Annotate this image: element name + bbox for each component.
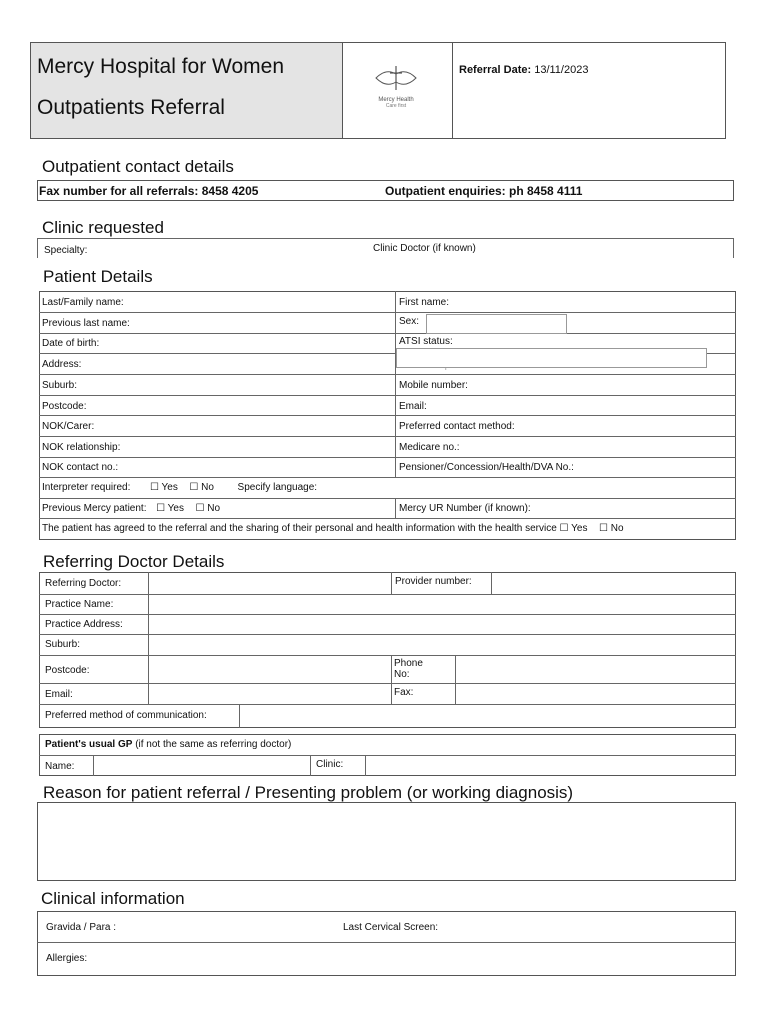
practice-name-input[interactable] <box>150 596 733 613</box>
referring-email-input[interactable] <box>150 685 389 703</box>
postcode-field[interactable]: Postcode: <box>42 401 87 412</box>
ur-number-field[interactable]: Mercy UR Number (if known): <box>399 503 531 514</box>
gp-clinic-input[interactable] <box>367 757 733 775</box>
referring-email-label: Email: <box>45 689 73 700</box>
nok-relationship-field[interactable]: NOK relationship: <box>42 442 121 453</box>
nok-contact-field[interactable]: NOK contact no.: <box>42 462 119 473</box>
clinic-doctor-field[interactable]: Clinic Doctor (if known) <box>373 243 476 254</box>
gp-heading-bold: Patient's usual GP <box>45 739 133 750</box>
previous-mercy-yes-checkbox[interactable]: ☐ <box>156 503 166 514</box>
referring-fax-label: Fax: <box>394 687 414 698</box>
phone-label <box>394 658 423 680</box>
referring-doctor-label: Referring Doctor: <box>45 578 122 589</box>
interpreter-row <box>42 482 317 494</box>
previous-mercy-yes-label: Yes <box>167 503 184 514</box>
provider-number-label: Provider number: <box>395 576 472 587</box>
patient-heading: Patient Details <box>43 267 153 286</box>
referring-doctor-input[interactable] <box>150 575 389 592</box>
referral-date-label: Referral Date: <box>459 64 532 76</box>
atsi-field[interactable]: ATSI status: <box>399 336 453 347</box>
header-date-box <box>452 42 726 139</box>
practice-address-input[interactable] <box>150 616 733 633</box>
phone-label-line1: Phone <box>394 658 423 669</box>
consent-no-checkbox[interactable]: ☐ <box>599 523 608 534</box>
specialty-field[interactable]: Specialty: <box>44 245 88 256</box>
referring-suburb-label: Suburb: <box>45 639 81 650</box>
interpreter-label: Interpreter required: <box>42 482 131 493</box>
gp-name-input[interactable] <box>95 757 308 775</box>
gp-name-label: Name: <box>45 761 75 772</box>
referral-date <box>459 64 588 76</box>
gp-heading <box>45 739 291 751</box>
previous-last-name-field[interactable]: Previous last name: <box>42 318 130 329</box>
clinical-table <box>37 911 736 976</box>
medicare-field[interactable]: Medicare no.: <box>399 442 460 453</box>
address-field[interactable]: Address: <box>42 359 82 370</box>
interpreter-no-checkbox[interactable]: ☐ <box>189 482 199 493</box>
first-name-field[interactable]: First name: <box>399 297 450 308</box>
preferred-contact-field[interactable]: Preferred contact method: <box>399 421 515 432</box>
provider-number-input[interactable] <box>493 575 733 592</box>
clinical-heading: Clinical information <box>41 889 185 908</box>
pensioner-field[interactable]: Pensioner/Concession/Health/DVA No.: <box>399 462 574 473</box>
gp-clinic-label: Clinic: <box>316 759 344 770</box>
consent-no-label: No <box>610 523 624 534</box>
outpatient-enquiries: Outpatient enquiries: ph 8458 4111 <box>385 184 583 198</box>
suburb-field[interactable]: Suburb: <box>42 380 78 391</box>
dob-field[interactable]: Date of birth: <box>42 338 100 349</box>
mercy-cross-icon <box>371 64 421 92</box>
referring-heading: Referring Doctor Details <box>43 552 225 571</box>
referral-date-value: 13/11/2023 <box>534 64 589 76</box>
reason-heading: Reason for patient referral / Presenting problem (or working diagnosis) <box>43 783 574 802</box>
email-field[interactable]: Email: <box>399 401 427 412</box>
referring-suburb-input[interactable] <box>150 636 733 653</box>
reason-textarea[interactable] <box>37 802 736 881</box>
practice-address-label: Practice Address: <box>45 619 123 630</box>
gp-heading-rest: (if not the same as referring doctor) <box>135 739 292 750</box>
gravida-para-field[interactable]: Gravida / Para : <box>46 922 117 933</box>
interpreter-yes-label: Yes <box>161 482 178 493</box>
previous-mercy-no-label: No <box>207 503 221 514</box>
consent-yes-label: Yes <box>571 523 588 534</box>
form-title: Outpatients Referral <box>37 96 225 119</box>
interpreter-yes-checkbox[interactable]: ☐ <box>149 482 159 493</box>
contact-heading: Outpatient contact details <box>42 157 234 176</box>
phone-input[interactable] <box>457 657 733 682</box>
nok-field[interactable]: NOK/Carer: <box>42 421 95 432</box>
fax-number: Fax number for all referrals: 8458 4205 <box>39 184 259 198</box>
phone-label-line2: No: <box>394 669 410 680</box>
preferred-method-label: Preferred method of communication: <box>45 710 207 721</box>
logo-text: Mercy Health <box>378 97 414 103</box>
sex-label: Sex: <box>399 316 420 327</box>
interpreter-no-label: No <box>201 482 214 493</box>
referring-postcode-label: Postcode: <box>45 665 90 676</box>
previous-mercy-row <box>42 503 220 515</box>
previous-mercy-no-checkbox[interactable]: ☐ <box>195 503 205 514</box>
logo-subtext: Care first <box>385 103 407 109</box>
referring-postcode-input[interactable] <box>150 657 389 682</box>
consent-row <box>42 523 624 535</box>
practice-name-label: Practice Name: <box>45 599 114 610</box>
consent-text: The patient has agreed to the referral and the sharing of their personal and health information with the health service <box>42 523 557 534</box>
hospital-name: Mercy Hospital for Women <box>37 55 285 78</box>
specify-language-field[interactable]: Specify language: <box>237 482 318 493</box>
consent-yes-checkbox[interactable]: ☐ <box>559 523 569 534</box>
allergies-field[interactable]: Allergies: <box>46 953 88 964</box>
clinic-heading: Clinic requested <box>42 218 164 237</box>
last-cervical-screen-field[interactable]: Last Cervical Screen: <box>343 922 439 933</box>
sex-input[interactable] <box>426 314 567 334</box>
mobile-field[interactable]: Mobile number: <box>399 380 468 391</box>
preferred-method-input[interactable] <box>241 706 733 726</box>
last-name-field[interactable]: Last/Family name: <box>42 297 124 308</box>
mercy-logo <box>366 64 426 119</box>
atsi-dropdown[interactable] <box>396 348 707 368</box>
previous-mercy-label: Previous Mercy patient: <box>42 503 147 514</box>
referring-fax-input[interactable] <box>457 685 733 703</box>
